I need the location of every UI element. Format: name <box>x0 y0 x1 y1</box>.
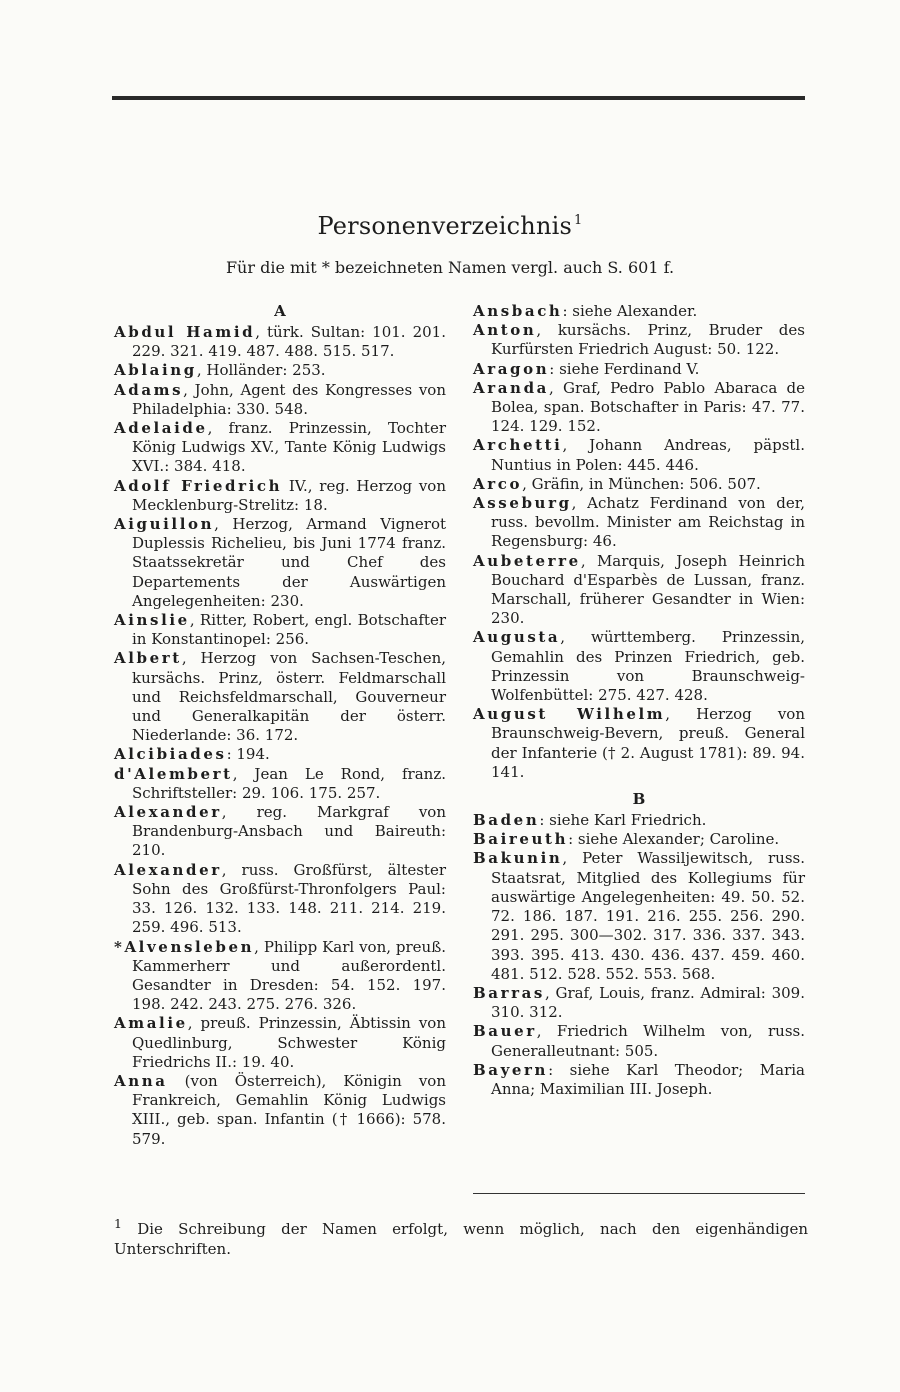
entry-text: , franz. Prinzessin, Tochter König Ludwigs XV., Tante König Ludwigs XVI.: 384. 418. <box>132 419 446 476</box>
right-entry-list-a <box>473 302 805 782</box>
entry-name: Aiguillon <box>114 515 215 534</box>
entry-name: Ablaing <box>114 361 197 380</box>
index-entry <box>114 1072 446 1149</box>
entry-text: : siehe Alexander. <box>562 302 698 320</box>
top-rule <box>112 96 805 100</box>
entry-name: August Wilhelm <box>473 705 666 724</box>
section-letter-a: A <box>274 302 286 320</box>
index-entry <box>473 360 805 379</box>
entry-name: Amalie <box>114 1014 188 1033</box>
index-entry <box>114 1014 446 1072</box>
entry-name: Adelaide <box>114 419 208 438</box>
entry-text: : 194. <box>226 745 270 764</box>
entry-name: Barras <box>473 983 545 1002</box>
entry-name: Ansbach <box>473 302 563 320</box>
index-entry <box>473 379 805 437</box>
index-entry <box>114 861 446 938</box>
index-entry <box>473 628 805 705</box>
page-subtitle: Für die mit * bezeichneten Namen vergl. auch S. 601 f. <box>225 258 675 277</box>
entry-name: Adolf Friedrich <box>114 476 283 495</box>
index-entry <box>114 419 446 477</box>
index-entry <box>114 477 446 515</box>
index-entry <box>473 811 805 830</box>
index-entry <box>114 765 446 803</box>
index-entry <box>114 361 446 380</box>
index-entry <box>473 552 805 629</box>
entry-text: , Herzog, Armand Vignerot Duplessis Richelieu, bis Juni 1774 franz. Staatssekretär und Chef des Departements der Auswärtigen Angelegenheiten: 230. <box>132 515 446 610</box>
index-entry <box>473 830 805 849</box>
entry-text: , Achatz Ferdinand von der, russ. bevollm. Minister am Reichstag in Regensburg: 46. <box>491 494 805 551</box>
index-entry <box>473 436 805 474</box>
entry-text: , Peter Wassiljewitsch, russ. Staatsrat, Mitglied des Kollegiums für auswärtige Angelegenheiten: 49. 50. 52. 72. 186. 187. 191. 216. 255. 256. 290. 291. 295. 300—302. 317. 336. 337. 343. 393. 395. 413. 430. 436. 437. 459. 460. 481. 512. 528. 552. 553. 568. <box>491 849 805 983</box>
footnote-number: 1 <box>114 1216 122 1231</box>
entry-text: , Herzog von Braunschweig-Bevern, preuß. General der Infanterie († 2. August 1781): 89. 94. 141. <box>491 705 805 781</box>
entry-text: : siehe Karl Friedrich. <box>539 811 707 830</box>
entry-text: , Marquis, Joseph Heinrich Bouchard d'Esparbès de Lussan, franz. Marschall, früherer Gesandter in Wien: 230. <box>491 551 805 628</box>
entry-name: Baireuth <box>473 830 569 849</box>
section-letter-b: B <box>632 790 646 809</box>
entry-name: Asseburg <box>473 494 572 513</box>
entry-name: Aranda <box>473 378 549 397</box>
index-entry <box>473 302 805 321</box>
index-entry <box>114 938 446 1015</box>
page-title: Personenverzeichnis $^1$ <box>317 212 583 240</box>
entry-name: d'Alembert <box>114 764 233 783</box>
index-entry <box>473 705 805 782</box>
index-entry <box>114 381 446 419</box>
entry-name: Alexander <box>114 803 222 822</box>
entry-text: : siehe Ferdinand V. <box>549 359 700 378</box>
index-entry <box>473 494 805 552</box>
entry-text: : siehe Alexander; Caroline. <box>568 830 780 849</box>
entry-name: Anna <box>114 1071 168 1090</box>
index-entry <box>114 323 446 361</box>
entry-text: , russ. Großfürst, ältester Sohn des Großfürst-Thronfolgers Paul: 33. 126. 132. 133. 148. 211. 214. 219. 259. 496. 513. <box>132 860 446 937</box>
index-entry <box>473 475 805 494</box>
entry-name: Bauer <box>473 1022 537 1041</box>
entry-name: Aragon <box>473 359 550 378</box>
entry-name: Aubeterre <box>473 551 581 570</box>
entry-text: , Graf, Louis, franz. Admiral: 309. 310. 312. <box>491 983 805 1022</box>
entry-text: , Philipp Karl von, preuß. Kammerherr und außerordentl. Gesandter in Dresden: 54. 152. 197. 198. 242. 243. 275. 276. 326. <box>132 937 446 1014</box>
entry-text: , Johann Andreas, päpstl. Nuntius in Polen: 445. 446. <box>491 436 805 474</box>
entry-name: *Alvensleben <box>114 937 255 956</box>
entry-text: , Herzog von Sachsen-Teschen, kursächs. Prinz, österr. Feldmarschall und Reichsfeldmarschall, Gouverneur und Generalkapitän der österr. Niederlande: 36. 172. <box>132 649 446 745</box>
index-entry <box>473 1061 805 1099</box>
right-column <box>473 302 805 1099</box>
entry-text: , Graf, Pedro Pablo Abaraca de Bolea, span. Botschafter in Paris: 47. 77. 124. 129. 152. <box>491 378 805 436</box>
index-entry <box>473 984 805 1022</box>
index-entry <box>114 803 446 861</box>
entry-name: Bayern <box>473 1060 549 1079</box>
index-entry <box>114 649 446 745</box>
entry-text: , preuß. Prinzessin, Äbtissin von Quedlinburg, Schwester König Friedrichs II.: 19. 40. <box>132 1014 446 1071</box>
left-entry-list <box>114 323 446 1149</box>
entry-name: Arco <box>473 474 523 493</box>
entry-name: Abdul Hamid <box>114 323 256 341</box>
entry-text: , Gräfin, in München: 506. 507. <box>522 474 761 493</box>
entry-text: , Jean Le Rond, franz. Schriftsteller: 29. 106. 175. 257. <box>132 764 446 802</box>
entry-name: Baden <box>473 811 540 830</box>
entry-name: Alexander <box>114 860 222 879</box>
entry-text: , John, Agent des Kongresses von Philadelphia: 330. 548. <box>132 380 446 418</box>
footnote <box>114 1214 808 1259</box>
left-column <box>114 302 446 1149</box>
entry-text: IV., reg. Herzog von Mecklenburg-Strelitz: 18. <box>132 476 446 514</box>
index-entry <box>473 1022 805 1060</box>
index-entry <box>114 611 446 649</box>
entry-text: , Holländer: 253. <box>196 361 326 380</box>
entry-text: , Ritter, Robert, engl. Botschafter in Konstantinopel: 256. <box>132 611 446 649</box>
entry-name: Adams <box>114 380 184 399</box>
entry-text: , Friedrich Wilhelm von, russ. Generalleutnant: 505. <box>491 1022 805 1060</box>
footnote-marker: 1 <box>574 213 583 228</box>
entry-name: Ainslie <box>114 611 190 630</box>
entry-name: Archetti <box>473 436 563 455</box>
entry-name: Anton <box>473 321 537 340</box>
right-entry-list-b <box>473 811 805 1099</box>
entry-text: , reg. Markgraf von Brandenburg-Ansbach und Baireuth: 210. <box>132 803 446 860</box>
index-entry <box>473 321 805 359</box>
index-entry <box>114 515 446 611</box>
entry-text: , württemberg. Prinzessin, Gemahlin des Prinzen Friedrich, geb. Prinzessin von Braunschweig-Wolfenbüttel: 275. 427. 428. <box>491 628 805 705</box>
column-end-rule <box>473 1193 805 1194</box>
index-entry <box>473 849 805 983</box>
entry-name: Augusta <box>473 628 561 647</box>
entry-name: Bakunin <box>473 849 563 868</box>
entry-text: , türk. Sultan: 101. 201. 229. 321. 419. 487. 488. 515. 517. <box>132 323 446 361</box>
index-entry <box>114 745 446 764</box>
footnote-text: Die Schreibung der Namen erfolgt, wenn möglich, nach den eigenhändigen Unterschriften. <box>114 1220 808 1258</box>
entry-name: Albert <box>114 649 182 668</box>
entry-name: Alcibiades <box>114 745 227 764</box>
entry-text: , kursächs. Prinz, Bruder des Kurfürsten Friedrich August: 50. 122. <box>491 321 805 359</box>
entry-text: (von Österreich), Königin von Frankreich, Gemahlin König Ludwigs XIII., geb. span. Infantin († 1666): 578. 579. <box>132 1071 446 1148</box>
entry-text: : siehe Karl Theodor; Maria Anna; Maximilian III. Joseph. <box>491 1060 805 1098</box>
